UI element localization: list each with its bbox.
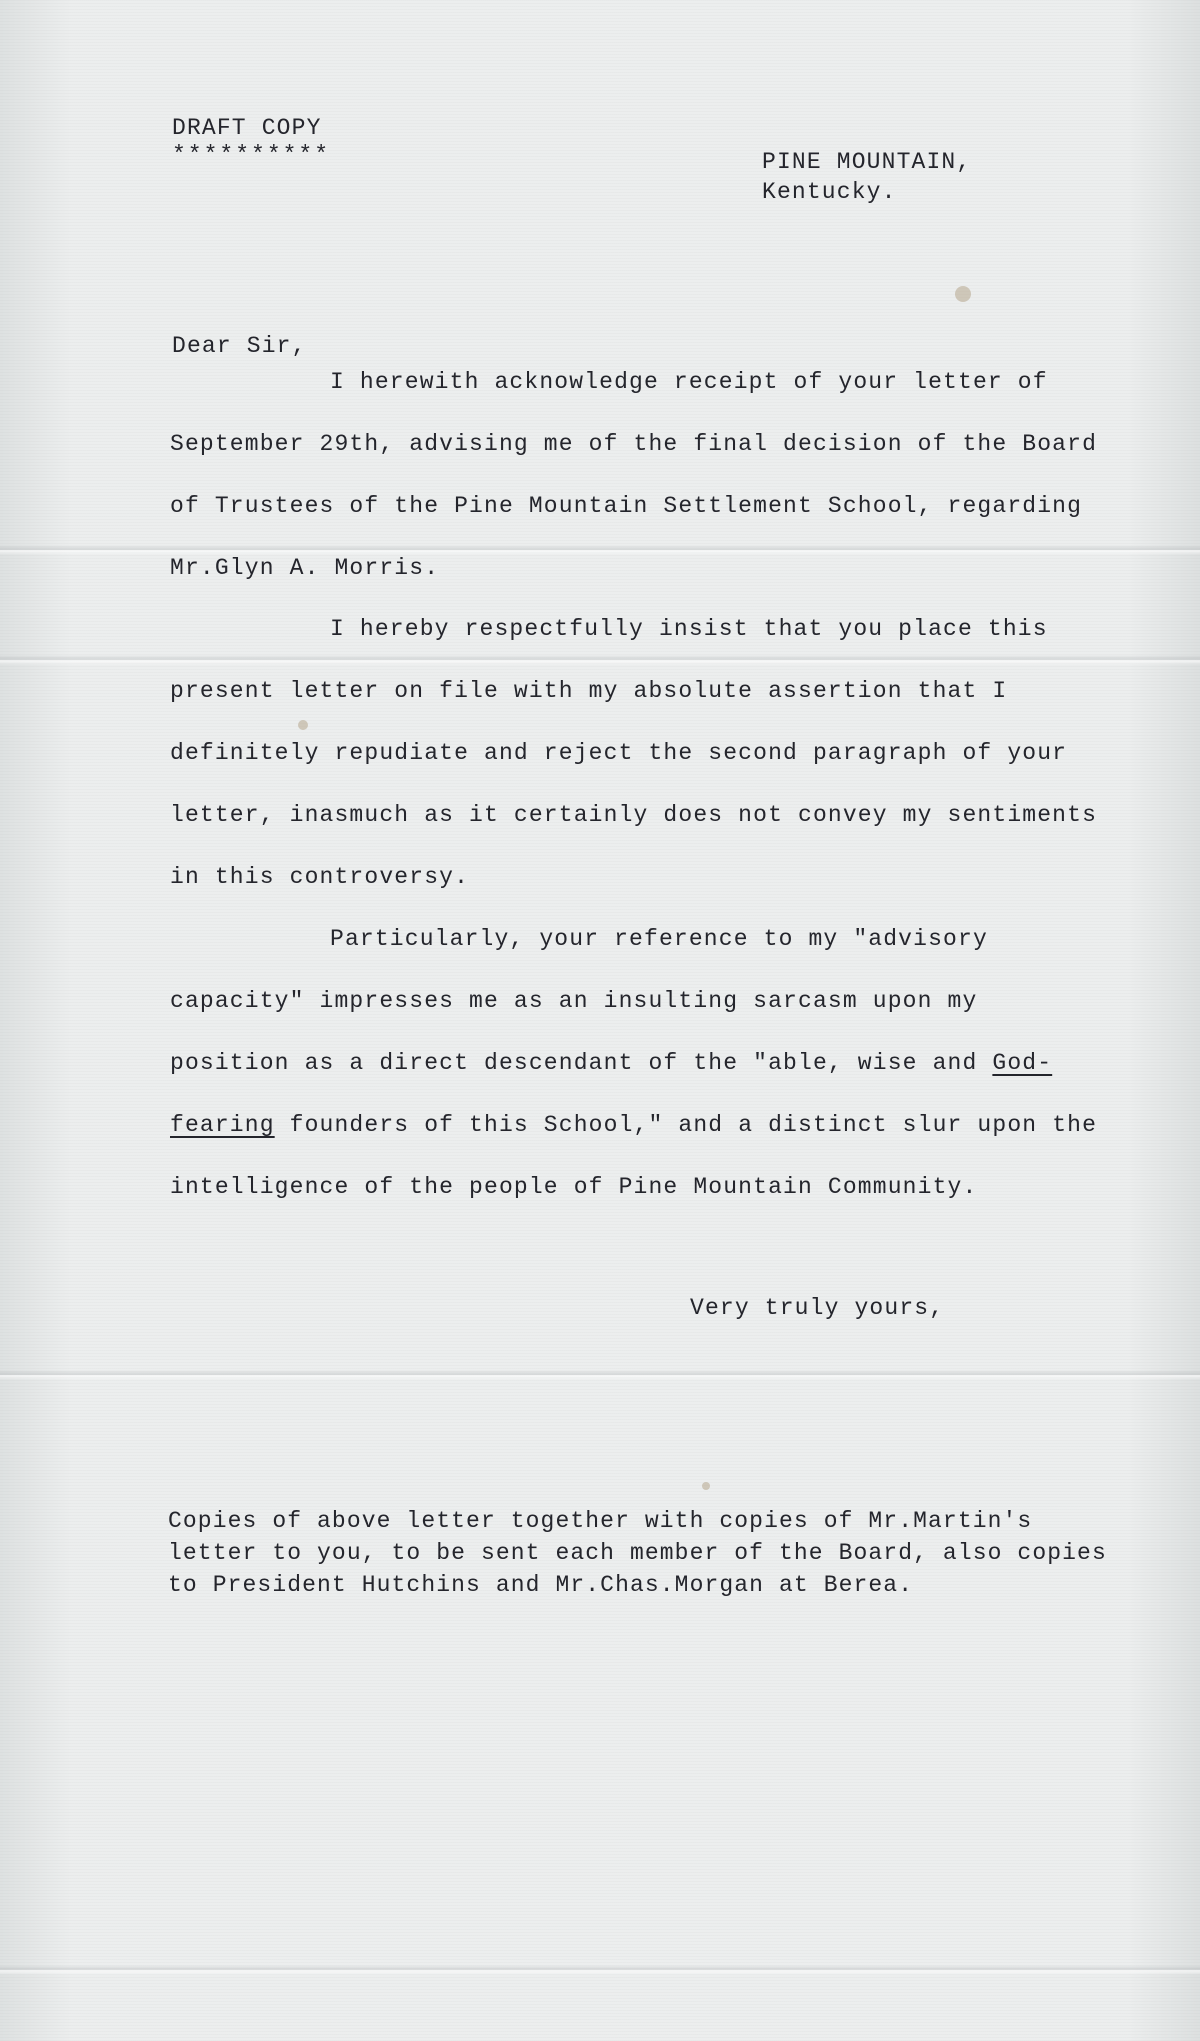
paragraph-3-end: founders of this School," and a distinct slur upon the intelligence of the people of Pine Mountain Community. [170, 1112, 1098, 1200]
paper-fold [0, 1370, 1200, 1380]
draft-stars: ********** [172, 142, 331, 168]
paper-fold [0, 1965, 1200, 1975]
paragraph-2-text: I hereby respectfully insist that you place this present letter on file with my absolute assertion that I definitely repudiate and reject the second paragraph of your letter, inasmuch as it certainly does not convey my sentiments in this controversy. [170, 616, 1098, 890]
paragraph-2 [170, 598, 1100, 908]
paragraph-1 [170, 351, 1100, 599]
paragraph-3-start: Particularly, your reference to my "advisory capacity" impresses me as an insulting sarcasm upon my position as a direct descendant of the "able, wise and [170, 926, 993, 1076]
underlined-phrase: God-fearing [170, 1050, 1053, 1138]
copies-note: Copies of above letter together with copies of Mr.Martin's letter to you, to be sent each member of the Board, also copies to President Hutchins and Mr.Chas.Morgan at Berea. [168, 1508, 1107, 1598]
place-line-1: PINE MOUNTAIN, [762, 149, 972, 175]
closing: Very truly yours, [690, 1295, 945, 1321]
paragraph-3 [170, 908, 1100, 1218]
paper-stain [955, 286, 971, 302]
place-line-2: Kentucky. [762, 179, 897, 205]
draft-label: DRAFT COPY [172, 115, 322, 141]
paper-stain [702, 1482, 710, 1490]
salutation: Dear Sir, [172, 333, 307, 359]
paragraph-1-text: I herewith acknowledge receipt of your letter of September 29th, advising me of the final decision of the Board of Trustees of the Pine Mountain Settlement School, regarding Mr.Glyn A. Morris. [170, 369, 1098, 581]
